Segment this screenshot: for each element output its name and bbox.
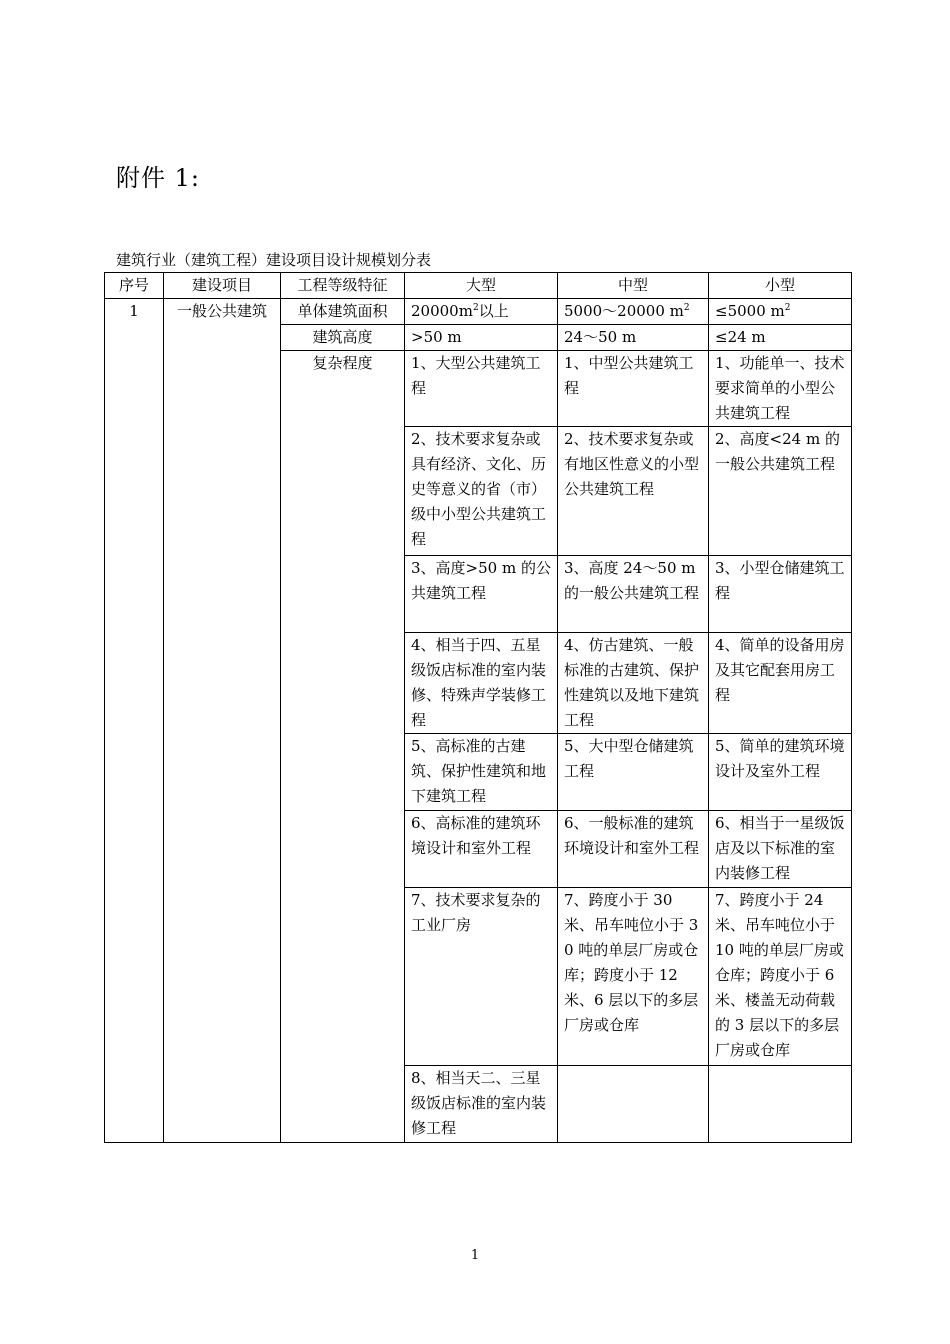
- height-small: ≤24 m: [709, 325, 852, 351]
- header-feature: 工程等级特征: [281, 273, 405, 299]
- table-row: [105, 299, 852, 325]
- complexity-small: 3、小型仓储建筑工程: [709, 556, 852, 633]
- complexity-medium: 3、高度 24～50 m 的一般公共建筑工程: [558, 556, 709, 633]
- complexity-medium: 4、仿古建筑、一般标准的古建筑、保护性建筑以及地下建筑工程: [558, 633, 709, 734]
- feature-area: 单体建筑面积: [281, 299, 405, 325]
- header-medium: 中型: [558, 273, 709, 299]
- complexity-small: 2、高度<24 m 的一般公共建筑工程: [709, 427, 852, 556]
- area-small: ≤5000 $m^2$: [709, 299, 852, 325]
- feature-complexity: 复杂程度: [281, 351, 405, 1143]
- complexity-small: 5、简单的建筑环境设计及室外工程: [709, 734, 852, 811]
- area-large: $20000m^2$以上: [405, 299, 558, 325]
- height-medium: 24～50 m: [558, 325, 709, 351]
- complexity-small: 7、跨度小于 24 米、吊车吨位小于 10 吨的单层厂房或仓库；跨度小于 6 米、楼盖无动荷载的 3 层以下的多层厂房或仓库: [709, 888, 852, 1066]
- header-seq: 序号: [105, 273, 164, 299]
- complexity-medium: 1、中型公共建筑工程: [558, 351, 709, 427]
- complexity-small: 1、功能单一、技术要求简单的小型公共建筑工程: [709, 351, 852, 427]
- complexity-large: 1、大型公共建筑工程: [405, 351, 558, 427]
- design-scale-table: [104, 272, 852, 1143]
- feature-height: 建筑高度: [281, 325, 405, 351]
- table-caption: 建筑行业（建筑工程）建设项目设计规模划分表: [116, 251, 432, 269]
- complexity-medium: 2、技术要求复杂或有地区性意义的小型公共建筑工程: [558, 427, 709, 556]
- header-project: 建设项目: [164, 273, 281, 299]
- page-number: 1: [470, 1248, 480, 1263]
- complexity-small: 6、相当于一星级饭店及以下标准的室内装修工程: [709, 811, 852, 888]
- complexity-medium: [558, 1066, 709, 1143]
- complexity-medium: 5、大中型仓储建筑工程: [558, 734, 709, 811]
- complexity-large: 7、技术要求复杂的工业厂房: [405, 888, 558, 1066]
- complexity-large: 5、高标准的古建筑、保护性建筑和地下建筑工程: [405, 734, 558, 811]
- area-medium: 5000～20000 $m^2$: [558, 299, 709, 325]
- height-large: >50 m: [405, 325, 558, 351]
- attachment-label: 附件 1:: [116, 164, 200, 192]
- complexity-large: 8、相当天二、三星级饭店标准的室内装修工程: [405, 1066, 558, 1143]
- header-large: 大型: [405, 273, 558, 299]
- seq-cell: 1: [105, 299, 164, 1143]
- project-cell: 一般公共建筑: [164, 299, 281, 1143]
- complexity-medium: 6、一般标准的建筑环境设计和室外工程: [558, 811, 709, 888]
- complexity-small: [709, 1066, 852, 1143]
- complexity-medium: 7、跨度小于 30 米、吊车吨位小于 30 吨的单层厂房或仓库；跨度小于 12 米、6 层以下的多层厂房或仓库: [558, 888, 709, 1066]
- header-small: 小型: [709, 273, 852, 299]
- complexity-large: 4、相当于四、五星级饭店标准的室内装修、特殊声学装修工程: [405, 633, 558, 734]
- complexity-small: 4、简单的设备用房及其它配套用房工程: [709, 633, 852, 734]
- complexity-large: 3、高度>50 m 的公共建筑工程: [405, 556, 558, 633]
- complexity-large: 2、技术要求复杂或具有经济、文化、历史等意义的省（市）级中小型公共建筑工程: [405, 427, 558, 556]
- header-row: [105, 273, 852, 299]
- complexity-large: 6、高标准的建筑环境设计和室外工程: [405, 811, 558, 888]
